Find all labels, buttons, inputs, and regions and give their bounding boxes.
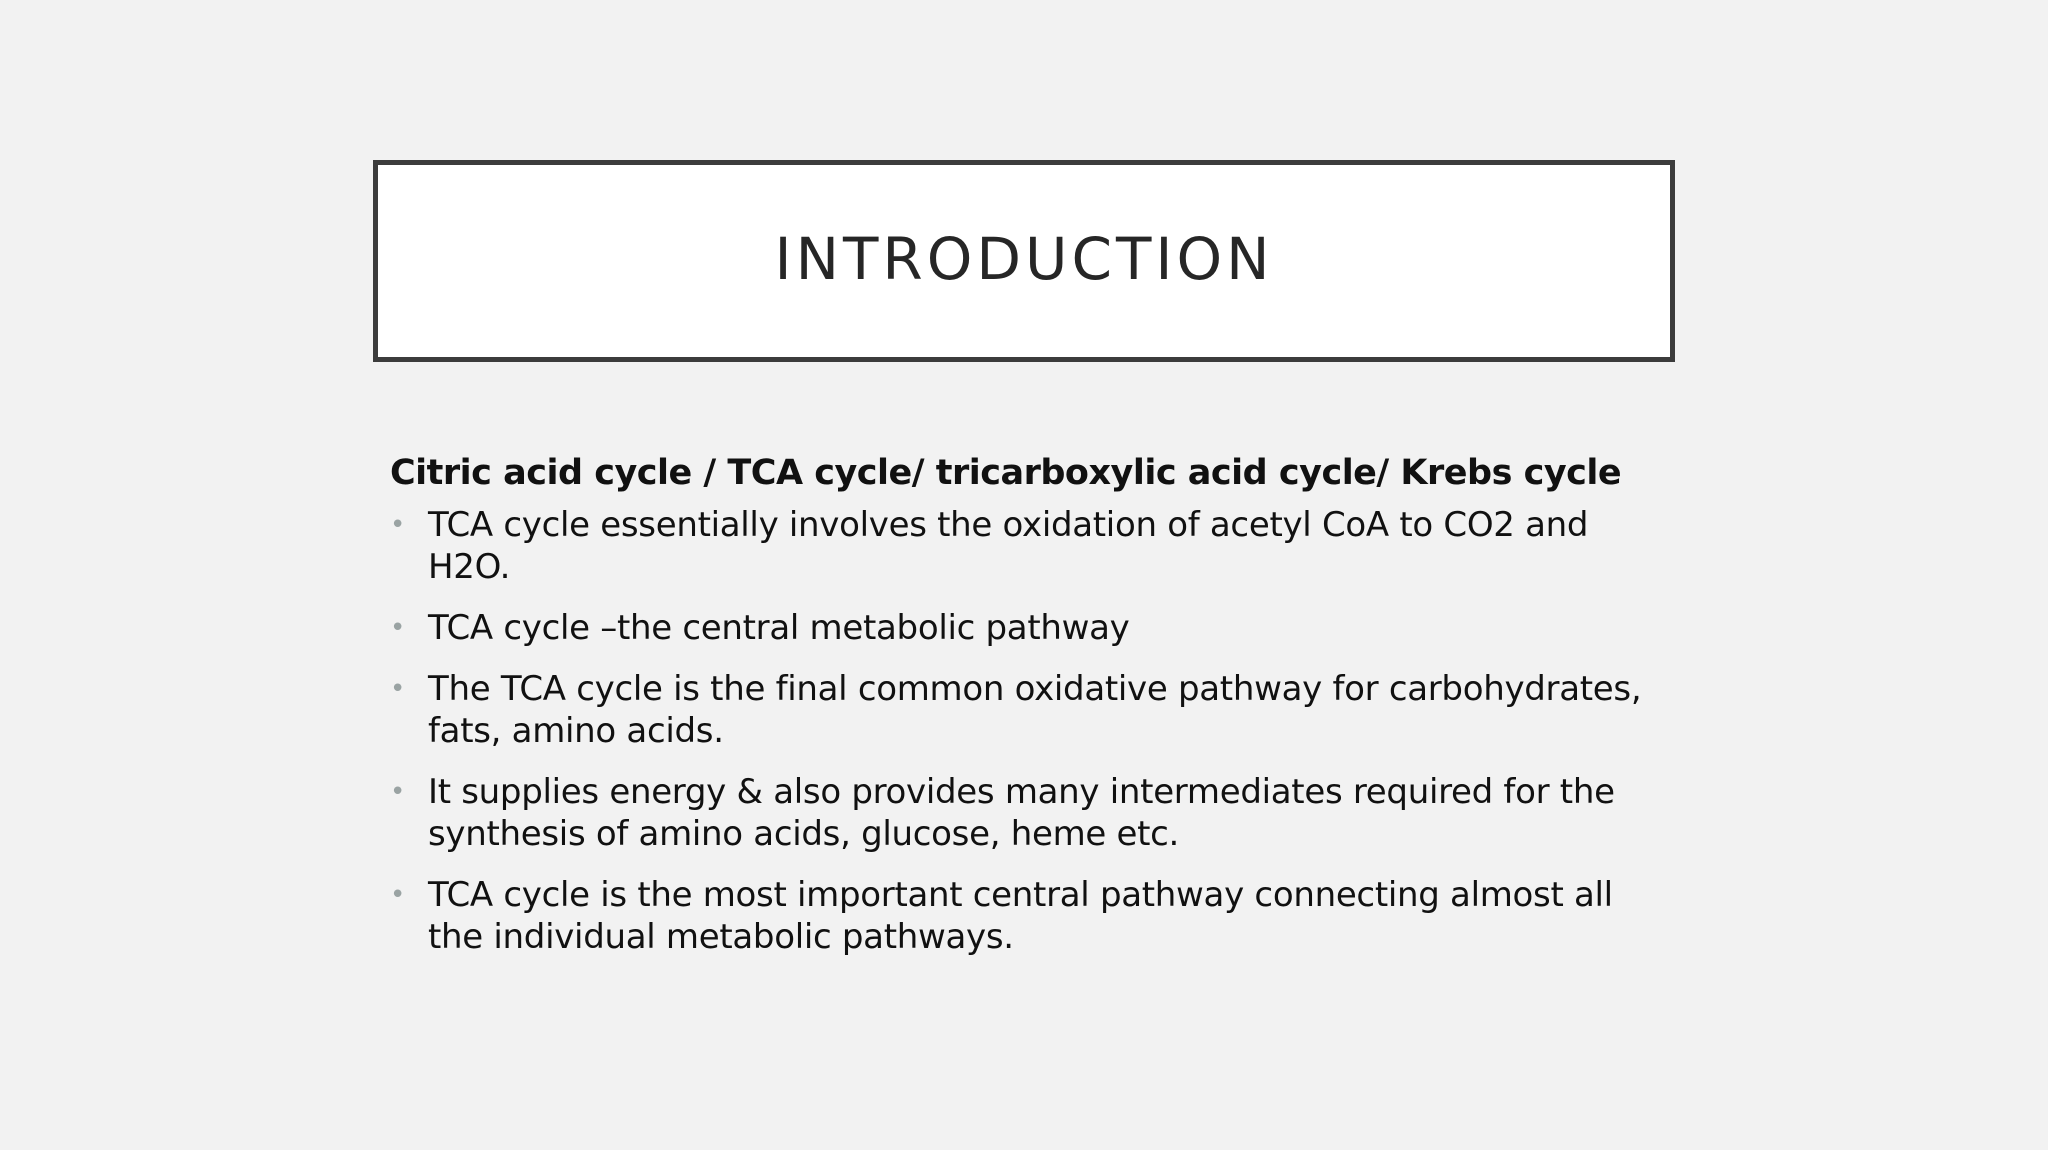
bullet-icon: •	[390, 880, 406, 910]
list-item	[390, 504, 1660, 588]
bullet-text: TCA cycle is the most important central pathway connecting almost all the individual metabolic pathways.	[428, 875, 1613, 957]
bullet-icon: •	[390, 777, 406, 807]
bullet-text: TCA cycle essentially involves the oxidation of acetyl CoA to CO2 and H2O.	[428, 505, 1589, 587]
bullet-list	[390, 504, 1660, 958]
bullet-text: The TCA cycle is the final common oxidative pathway for carbohydrates, fats, amino acids.	[428, 669, 1642, 751]
bullet-icon: •	[390, 613, 406, 643]
title-box	[373, 160, 1675, 362]
list-item	[390, 771, 1660, 855]
bullet-text: TCA cycle –the central metabolic pathway	[428, 608, 1130, 648]
list-item	[390, 874, 1660, 958]
bullet-icon: •	[390, 510, 406, 540]
list-item	[390, 607, 1660, 649]
slide-title: INTRODUCTION	[774, 225, 1274, 293]
slide-content	[390, 444, 1660, 977]
bullet-text: It supplies energy & also provides many intermediates required for the synthesis of amino acids, glucose, heme etc.	[428, 772, 1615, 854]
bullet-icon: •	[390, 674, 406, 704]
list-item	[390, 668, 1660, 752]
subheading: Citric acid cycle / TCA cycle/ tricarboxylic acid cycle/ Krebs cycle	[390, 453, 1622, 493]
